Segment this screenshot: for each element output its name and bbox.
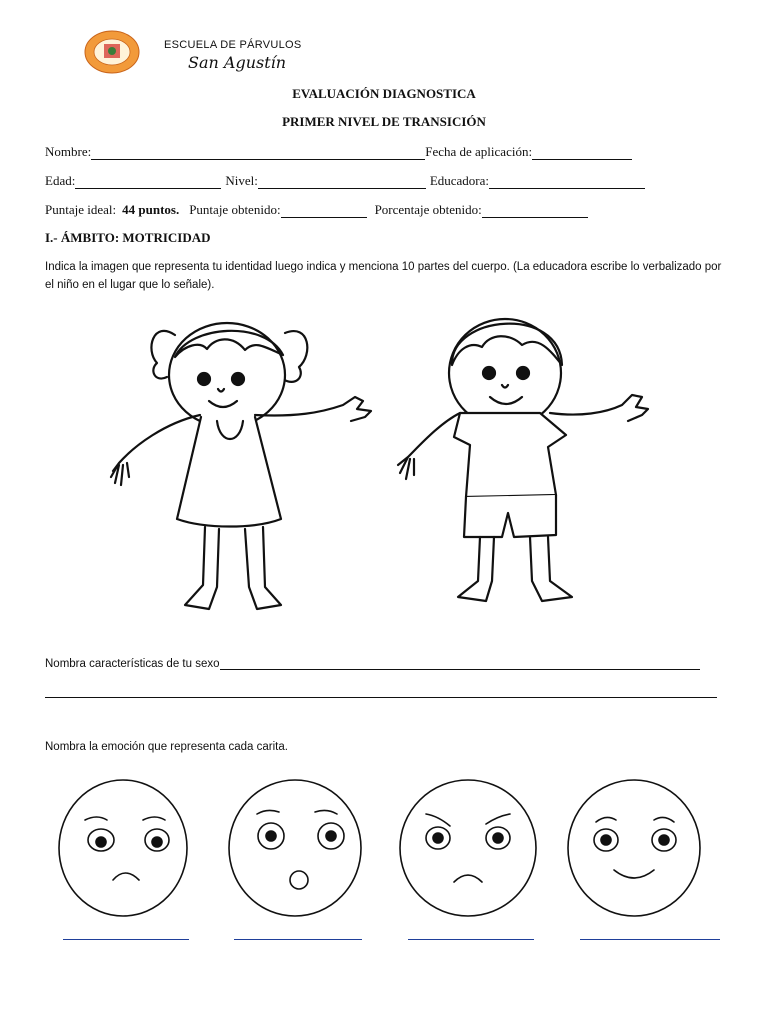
answer-sexo-line-1[interactable] <box>220 656 700 670</box>
field-nivel[interactable] <box>258 175 426 189</box>
field-puntaje-obtenido[interactable] <box>281 204 367 218</box>
label-nombre: Nombre: <box>45 144 92 159</box>
label-educadora: Educadora: <box>429 173 490 188</box>
surprised-face[interactable] <box>227 778 363 918</box>
field-edad[interactable] <box>75 175 221 189</box>
label-fecha: Fecha de aplicación: <box>425 144 533 159</box>
question-emocion: Nombra la emoción que representa cada carita. <box>45 741 288 753</box>
answer-angry-line[interactable] <box>408 938 534 940</box>
instruction-text: Indica la imagen que representa tu identidad luego indica y menciona 10 partes del cuerpo. (La educadora escribe lo verbalizado por el niño en el lugar que lo señale). <box>45 261 722 291</box>
school-logo <box>84 30 140 74</box>
label-nivel: Nivel: <box>225 173 258 188</box>
row-edad <box>45 173 645 189</box>
answer-happy-line[interactable] <box>580 938 720 940</box>
field-fecha[interactable] <box>532 146 632 160</box>
row-nombre <box>45 144 632 160</box>
page-subtitle: PRIMER NIVEL DE TRANSICIÓN <box>282 114 486 129</box>
section-title: I.- ÁMBITO: MOTRICIDAD <box>45 230 211 245</box>
label-edad: Edad: <box>45 173 76 188</box>
happy-face[interactable] <box>566 778 702 918</box>
campus-name: San Agustín <box>188 53 287 72</box>
field-porcentaje[interactable] <box>482 204 588 218</box>
page-title: EVALUACIÓN DIAGNOSTICA <box>292 86 476 101</box>
question-sexo-label: Nombra características de tu sexo <box>45 658 220 670</box>
girl-figure[interactable] <box>105 305 380 620</box>
sad-face[interactable] <box>57 778 189 918</box>
value-puntaje-ideal: 44 puntos. <box>122 202 180 217</box>
answer-surprised-line[interactable] <box>234 938 362 940</box>
field-educadora[interactable] <box>489 175 645 189</box>
boy-figure[interactable] <box>390 305 655 610</box>
school-name: ESCUELA DE PÁRVULOS <box>164 39 302 51</box>
angry-face[interactable] <box>398 778 538 918</box>
field-nombre[interactable] <box>91 146 425 160</box>
question-sexo <box>45 656 700 670</box>
answer-sexo-line-2[interactable] <box>45 697 717 698</box>
row-puntaje <box>45 202 588 218</box>
label-puntaje-ideal: Puntaje ideal: <box>45 202 117 217</box>
answer-sad-line[interactable] <box>63 938 189 940</box>
label-puntaje-obtenido: Puntaje obtenido: <box>189 202 281 217</box>
label-porcentaje: Porcentaje obtenido: <box>374 202 482 217</box>
